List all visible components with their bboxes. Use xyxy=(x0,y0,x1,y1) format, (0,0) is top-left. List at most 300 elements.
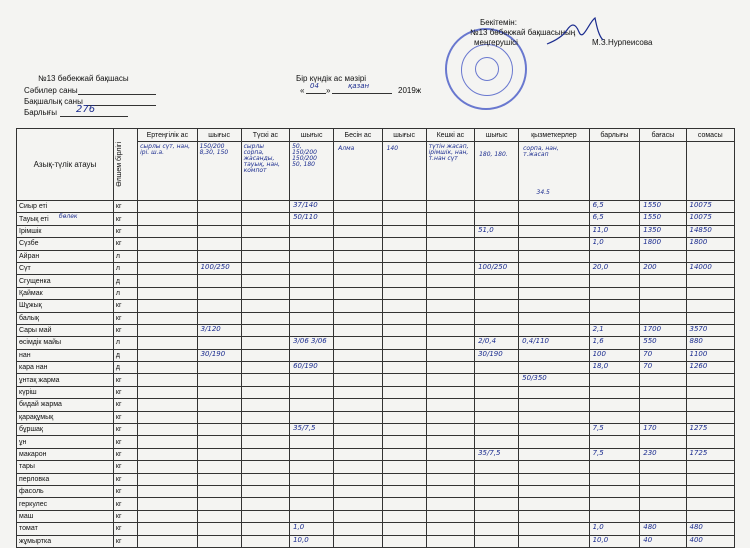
handwritten-value: 3/06 3/06 xyxy=(293,337,327,346)
col-out1: шығыс xyxy=(197,129,241,142)
table-row xyxy=(17,498,735,510)
cell-dinner-out xyxy=(475,473,519,485)
cell-sum xyxy=(686,461,735,473)
cell-name: бұршақ xyxy=(17,424,114,436)
handwritten-value: 100 xyxy=(592,349,606,358)
handwritten-value: 480 xyxy=(643,523,657,532)
cell-breakfast-out xyxy=(197,312,241,324)
cell-dinner-out xyxy=(475,337,519,349)
cell-name: нан xyxy=(17,349,114,361)
handwritten-value: 70 xyxy=(643,362,653,371)
cell-sum xyxy=(686,312,735,324)
cell-breakfast-out xyxy=(197,473,241,485)
handwritten-value: 100/250 xyxy=(200,262,230,271)
cell-breakfast-out xyxy=(197,411,241,423)
cell-name: фасоль xyxy=(17,485,114,497)
cell-snack xyxy=(334,213,382,225)
cell-price xyxy=(640,201,686,213)
table-row xyxy=(17,411,735,423)
cell-dinner-out xyxy=(475,411,519,423)
cell-breakfast xyxy=(138,461,197,473)
cell-sum xyxy=(686,213,735,225)
cell-unit: кг xyxy=(113,510,137,522)
cell-price xyxy=(640,213,686,225)
cell-unit: кг xyxy=(113,300,137,312)
table-row xyxy=(17,386,735,398)
handwritten-value: 6,5 xyxy=(592,201,604,209)
dinner-output xyxy=(475,142,519,201)
cell-breakfast xyxy=(138,386,197,398)
cell-snack-out xyxy=(382,213,426,225)
cell-dinner xyxy=(426,535,474,547)
cell-snack-out xyxy=(382,238,426,250)
cell-breakfast-out xyxy=(197,250,241,262)
cell-sum xyxy=(686,225,735,237)
cell-name: қарақұмық xyxy=(17,411,114,423)
cell-dinner xyxy=(426,510,474,522)
approval-title: Бекітемін: xyxy=(480,18,517,27)
cell-unit: кг xyxy=(113,225,137,237)
cell-breakfast xyxy=(138,324,197,336)
cell-sum xyxy=(686,386,735,398)
cell-total xyxy=(589,498,640,510)
col-out3: шығыс xyxy=(382,129,426,142)
cell-sum xyxy=(686,535,735,547)
cell-lunch xyxy=(241,424,289,436)
cell-lunch xyxy=(241,535,289,547)
cell-sum xyxy=(686,362,735,374)
cell-breakfast xyxy=(138,201,197,213)
snack-output xyxy=(382,142,426,201)
cell-dinner xyxy=(426,262,474,274)
cell-snack-out xyxy=(382,424,426,436)
cell-breakfast xyxy=(138,448,197,460)
cell-snack-out xyxy=(382,399,426,411)
cell-name: тары xyxy=(17,461,114,473)
staff-dishes-text: сорпа, нан, т.жасап xyxy=(523,145,559,158)
cell-snack xyxy=(334,362,382,374)
cell-lunch xyxy=(241,362,289,374)
handwritten-value: 11,0 xyxy=(592,225,609,234)
handwritten-value: 2,1 xyxy=(592,324,604,333)
cell-breakfast-out xyxy=(197,337,241,349)
cell-lunch xyxy=(241,386,289,398)
cell-name: макарон xyxy=(17,448,114,460)
cell-total xyxy=(589,411,640,423)
cell-unit: д xyxy=(113,275,137,287)
cell-breakfast xyxy=(138,312,197,324)
col-snack: Бесін ас xyxy=(334,129,382,142)
cell-lunch xyxy=(241,461,289,473)
handwritten-value: 1350 xyxy=(643,225,662,234)
cell-lunch-out xyxy=(290,473,334,485)
cell-sum xyxy=(686,324,735,336)
cell-snack-out xyxy=(382,201,426,213)
table-row xyxy=(17,436,735,448)
cell-snack-out xyxy=(382,287,426,299)
cell-staff xyxy=(519,201,589,213)
cell-breakfast xyxy=(138,523,197,535)
cell-snack xyxy=(334,300,382,312)
cell-total xyxy=(589,424,640,436)
cell-unit: кг xyxy=(113,312,137,324)
cell-name: Сүт xyxy=(17,262,114,274)
cell-total xyxy=(589,262,640,274)
cell-name: Сүзбе xyxy=(17,238,114,250)
handwritten-value: 170 xyxy=(643,424,657,433)
table-row xyxy=(17,485,735,497)
breakfast-dishes-text: сырлы сүт, нан, ірі. ш.а. xyxy=(140,143,191,156)
cell-dinner-out xyxy=(475,349,519,361)
cell-staff xyxy=(519,324,589,336)
cell-name: Ірімшік xyxy=(17,225,114,237)
cell-snack xyxy=(334,535,382,547)
date-month: қазан xyxy=(348,82,370,90)
cell-lunch-out xyxy=(290,238,334,250)
cell-dinner xyxy=(426,374,474,386)
cell-dinner xyxy=(426,238,474,250)
cell-total xyxy=(589,250,640,262)
cell-total xyxy=(589,374,640,386)
cell-lunch xyxy=(241,448,289,460)
cell-lunch-out xyxy=(290,324,334,336)
date-month-line xyxy=(332,93,392,94)
cell-name: балық xyxy=(17,312,114,324)
lunch-dishes-text: сырлы сорпа, жасанды, тауық, нан, компот xyxy=(243,143,280,174)
cell-snack xyxy=(334,448,382,460)
staff-count-line xyxy=(78,94,156,95)
cell-staff xyxy=(519,473,589,485)
cell-price xyxy=(640,485,686,497)
name-note: бөлек xyxy=(59,213,78,221)
cell-snack xyxy=(334,473,382,485)
cell-snack-out xyxy=(382,312,426,324)
cell-snack xyxy=(334,510,382,522)
snack-dishes-text: Алма xyxy=(338,145,355,152)
cell-dinner-out xyxy=(475,324,519,336)
col-total: барлығы xyxy=(589,129,640,142)
staff-dishes xyxy=(519,142,589,201)
cell-lunch xyxy=(241,275,289,287)
cell-snack-out xyxy=(382,374,426,386)
handwritten-value: 1800 xyxy=(689,238,708,247)
handwritten-value: 1,0 xyxy=(293,523,305,532)
table-row xyxy=(17,213,735,225)
col-dinner: Кешкі ас xyxy=(426,129,474,142)
total-count-line xyxy=(60,116,128,117)
cell-snack-out xyxy=(382,523,426,535)
cell-staff xyxy=(519,386,589,398)
cell-staff xyxy=(519,287,589,299)
cell-dinner xyxy=(426,225,474,237)
col-staff: қызметкерлер xyxy=(519,129,589,142)
cell-total xyxy=(589,399,640,411)
cell-breakfast-out xyxy=(197,324,241,336)
cell-name: жұмыртка xyxy=(17,535,114,547)
cell-price xyxy=(640,275,686,287)
cell-breakfast xyxy=(138,238,197,250)
cell-price xyxy=(640,523,686,535)
cell-dinner xyxy=(426,411,474,423)
cell-snack xyxy=(334,225,382,237)
col-price: бағасы xyxy=(640,129,686,142)
cell-lunch-out xyxy=(290,201,334,213)
cell-price xyxy=(640,399,686,411)
handwritten-value: 14850 xyxy=(689,225,712,234)
approval-line2: №13 бөбекжай бақшасының xyxy=(470,28,576,37)
cell-sum xyxy=(686,374,735,386)
handwritten-value: 1,0 xyxy=(592,238,604,247)
cell-dinner xyxy=(426,386,474,398)
cell-sum xyxy=(686,275,735,287)
handwritten-value: 230 xyxy=(643,448,657,457)
handwritten-value: 35/7,5 xyxy=(478,448,501,457)
cell-snack-out xyxy=(382,461,426,473)
handwritten-value: 480 xyxy=(689,523,703,532)
cell-sum xyxy=(686,349,735,361)
cell-lunch xyxy=(241,510,289,522)
cell-sum xyxy=(686,510,735,522)
cell-price xyxy=(640,337,686,349)
handwritten-value: 400 xyxy=(689,535,703,544)
cell-price xyxy=(640,473,686,485)
cell-breakfast-out xyxy=(197,399,241,411)
cell-dinner-out xyxy=(475,262,519,274)
cell-lunch-out xyxy=(290,262,334,274)
cell-snack-out xyxy=(382,485,426,497)
cell-lunch xyxy=(241,399,289,411)
cell-snack-out xyxy=(382,349,426,361)
cell-unit: кг xyxy=(113,485,137,497)
cell-breakfast-out xyxy=(197,535,241,547)
cell-lunch xyxy=(241,312,289,324)
cell-lunch-out xyxy=(290,535,334,547)
handwritten-value: 35/7,5 xyxy=(293,424,316,433)
cell-breakfast xyxy=(138,337,197,349)
menu-table xyxy=(16,128,735,548)
col-out2: шығыс xyxy=(290,129,334,142)
cell-breakfast xyxy=(138,250,197,262)
cell-snack-out xyxy=(382,275,426,287)
cell-price xyxy=(640,312,686,324)
cell-dinner-out xyxy=(475,523,519,535)
cell-unit: л xyxy=(113,262,137,274)
cell-breakfast xyxy=(138,213,197,225)
price-blank xyxy=(640,142,686,201)
cell-lunch-out xyxy=(290,312,334,324)
cell-snack xyxy=(334,411,382,423)
cell-name: бидай жарма xyxy=(17,399,114,411)
cell-name: геркулес xyxy=(17,498,114,510)
table-row xyxy=(17,399,735,411)
cell-price xyxy=(640,535,686,547)
cell-lunch-out xyxy=(290,275,334,287)
cell-sum xyxy=(686,523,735,535)
cell-lunch xyxy=(241,523,289,535)
table-row xyxy=(17,424,735,436)
cell-lunch-out xyxy=(290,374,334,386)
cell-dinner-out xyxy=(475,225,519,237)
cell-name: томат xyxy=(17,523,114,535)
cell-dinner xyxy=(426,349,474,361)
cell-lunch xyxy=(241,349,289,361)
cell-dinner-out xyxy=(475,250,519,262)
cell-snack-out xyxy=(382,225,426,237)
cell-snack-out xyxy=(382,510,426,522)
cell-staff xyxy=(519,448,589,460)
cell-name: маш xyxy=(17,510,114,522)
cell-sum xyxy=(686,424,735,436)
cell-snack xyxy=(334,436,382,448)
cell-snack xyxy=(334,324,382,336)
table-row xyxy=(17,510,735,522)
cell-snack-out xyxy=(382,448,426,460)
cell-sum xyxy=(686,436,735,448)
cell-dinner xyxy=(426,461,474,473)
cell-total xyxy=(589,337,640,349)
col-sum: сомасы xyxy=(686,129,735,142)
cell-snack-out xyxy=(382,411,426,423)
cell-snack xyxy=(334,461,382,473)
cell-price xyxy=(640,287,686,299)
dinner-dishes xyxy=(426,142,474,201)
cell-lunch-out xyxy=(290,461,334,473)
organization-name: №13 бөбекжай бақшасы xyxy=(38,74,129,83)
cell-sum xyxy=(686,262,735,274)
cell-price xyxy=(640,436,686,448)
table-row xyxy=(17,337,735,349)
cell-snack-out xyxy=(382,250,426,262)
handwritten-value: 30/190 xyxy=(478,349,503,358)
cell-lunch-out xyxy=(290,485,334,497)
handwritten-value: 51,0 xyxy=(478,225,494,234)
cell-sum xyxy=(686,411,735,423)
cell-breakfast-out xyxy=(197,238,241,250)
table-header-row xyxy=(17,129,735,142)
head-name: М.З.Нурпеисова xyxy=(592,38,653,47)
cell-dinner-out xyxy=(475,510,519,522)
handwritten-value: 14000 xyxy=(689,262,712,271)
cell-sum xyxy=(686,399,735,411)
cell-lunch-out xyxy=(290,225,334,237)
approval-line3: меңгерушісі xyxy=(474,38,518,47)
cell-dinner-out xyxy=(475,386,519,398)
handwritten-value: 7,5 xyxy=(592,448,604,457)
cell-lunch xyxy=(241,498,289,510)
children-count-line xyxy=(86,105,156,106)
table-row xyxy=(17,523,735,535)
cell-staff xyxy=(519,374,589,386)
table-row xyxy=(17,300,735,312)
cell-total xyxy=(589,362,640,374)
cell-price xyxy=(640,362,686,374)
cell-lunch-out xyxy=(290,287,334,299)
table-row xyxy=(17,312,735,324)
cell-breakfast-out xyxy=(197,461,241,473)
handwritten-value: 200 xyxy=(643,262,657,271)
cell-breakfast xyxy=(138,485,197,497)
cell-lunch xyxy=(241,300,289,312)
cell-lunch xyxy=(241,262,289,274)
cell-dinner-out xyxy=(475,535,519,547)
cell-breakfast-out xyxy=(197,213,241,225)
cell-lunch xyxy=(241,225,289,237)
cell-name: күріш xyxy=(17,386,114,398)
cell-sum xyxy=(686,287,735,299)
cell-staff xyxy=(519,250,589,262)
handwritten-value: 10075 xyxy=(689,213,712,222)
cell-breakfast-out xyxy=(197,201,241,213)
table-row xyxy=(17,262,735,274)
cell-lunch xyxy=(241,411,289,423)
cell-dinner xyxy=(426,337,474,349)
cell-name: ұн xyxy=(17,436,114,448)
cell-breakfast-out xyxy=(197,510,241,522)
signature xyxy=(545,14,605,50)
handwritten-value: 1550 xyxy=(643,213,662,222)
table-row xyxy=(17,250,735,262)
handwritten-value: 1,6 xyxy=(592,337,604,346)
cell-breakfast-out xyxy=(197,485,241,497)
cell-lunch-out xyxy=(290,399,334,411)
cell-name: Сгущенка xyxy=(17,275,114,287)
cell-lunch-out xyxy=(290,362,334,374)
cell-unit: кг xyxy=(113,399,137,411)
cell-unit: кг xyxy=(113,374,137,386)
cell-breakfast xyxy=(138,275,197,287)
cell-dinner-out xyxy=(475,374,519,386)
cell-lunch-out xyxy=(290,436,334,448)
cell-unit: кг xyxy=(113,498,137,510)
cell-lunch-out xyxy=(290,300,334,312)
cell-total xyxy=(589,386,640,398)
col-out4: шығыс xyxy=(475,129,519,142)
cell-sum xyxy=(686,238,735,250)
cell-breakfast xyxy=(138,535,197,547)
cell-lunch-out xyxy=(290,337,334,349)
lunch-output-text: 50, 150/200 150/200 50, 180 xyxy=(292,143,318,168)
cell-price xyxy=(640,411,686,423)
cell-breakfast-out xyxy=(197,436,241,448)
cell-lunch xyxy=(241,324,289,336)
cell-dinner xyxy=(426,523,474,535)
snack-output-text: 140 xyxy=(386,145,399,152)
cell-dinner-out xyxy=(475,275,519,287)
cell-sum xyxy=(686,448,735,460)
table-row xyxy=(17,448,735,460)
cell-breakfast-out xyxy=(197,374,241,386)
cell-total xyxy=(589,324,640,336)
cell-dinner-out xyxy=(475,201,519,213)
cell-lunch-out xyxy=(290,510,334,522)
cell-staff xyxy=(519,424,589,436)
handwritten-value: 880 xyxy=(689,337,703,346)
handwritten-value: 20,0 xyxy=(592,262,609,271)
cell-price xyxy=(640,510,686,522)
table-row xyxy=(17,324,735,336)
table-row xyxy=(17,374,735,386)
cell-dinner-out xyxy=(475,399,519,411)
cell-staff xyxy=(519,399,589,411)
cell-name: Қаймак xyxy=(17,287,114,299)
cell-total xyxy=(589,300,640,312)
cell-staff xyxy=(519,300,589,312)
cell-snack-out xyxy=(382,436,426,448)
handwritten-value: 3570 xyxy=(689,324,708,333)
cell-unit: л xyxy=(113,287,137,299)
cell-dinner xyxy=(426,201,474,213)
cell-unit: кг xyxy=(113,201,137,213)
